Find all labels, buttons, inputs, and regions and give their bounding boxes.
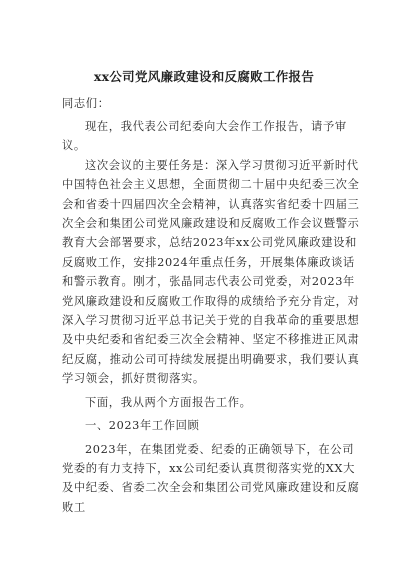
paragraph-opening: 现在，我代表公司纪委向大会作工作报告，请予审议。 [62,120,347,153]
document-title: xx公司党风廉政建设和反腐败工作报告 [93,69,315,84]
salutation [62,94,362,113]
paragraph-outline: 下面，我从两个方面报告工作。 [85,395,252,409]
document-body [62,117,362,517]
section-heading: 一、2023年工作回顾 [85,419,200,433]
paragraph-review: 2023年，在集团党委、纪委的正确领导下，在公司党委的有力支持下，xx公司纪委认真贯彻落实党的XX大及中纪委、省委二次全会和集团公司党风廉政建设和反腐败工 [62,442,360,514]
paragraph-main-tasks: 这次会议的主要任务是：深入学习贯彻习近平新时代中国特色社会主义思想，全面贯彻二十届中央纪委三次全会和省委十四届四次全会精神，认真落实省纪委十四届三次全会和集团公司党风廉政建设和反腐败工作会议暨警示教育大会部署要求，总结2023年xx公司党风廉政建设和反腐败工作，安排2024年重点任务，开展集体廉政谈话和警示教育。刚才，张晶同志代表公司党委，对2023年党风廉政建设和反腐败工作取得的成绩给予充分肯定，对深入学习贯彻习近平总书记关于党的自我革命的重要思想及中央纪委和省纪委三次全会精神、坚定不移推进正风肃纪反腐，推动公司可持续发展提出明确要求，我们要认真学习领会，抓好贯彻落实。 [62,158,360,386]
salutation-text: 同志们： [62,97,110,110]
